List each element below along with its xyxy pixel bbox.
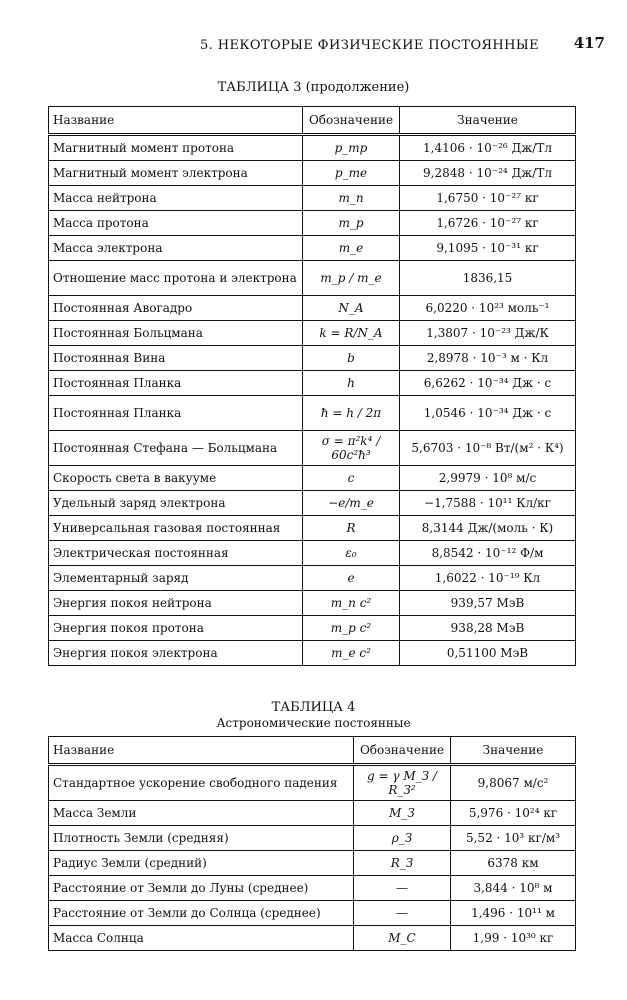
row-value: 6,6262 · 10⁻³⁴ Дж · с (400, 371, 576, 396)
table-row (49, 346, 576, 371)
col-symbol-header: Обозначение (303, 107, 400, 135)
row-value: −1,7588 · 10¹¹ Кл/кг (400, 491, 576, 516)
table-row (49, 566, 576, 591)
table-row (49, 261, 576, 296)
table-row (49, 431, 576, 466)
row-value: 5,52 · 10³ кг/м³ (451, 826, 576, 851)
row-name: Радиус Земли (средний) (49, 851, 354, 876)
table-row (49, 801, 576, 826)
row-symbol: — (354, 876, 451, 901)
row-symbol: h (303, 371, 400, 396)
row-value: 8,3144 Дж/(моль · К) (400, 516, 576, 541)
row-value: 3,844 · 10⁸ м (451, 876, 576, 901)
table-row (49, 901, 576, 926)
row-symbol: N_A (303, 296, 400, 321)
table3 (48, 106, 576, 666)
row-name: Магнитный момент протона (49, 135, 303, 161)
row-symbol: m_p (303, 211, 400, 236)
row-symbol: M_С (354, 926, 451, 951)
row-name: Постоянная Авогадро (49, 296, 303, 321)
col-symbol-header: Обозначение (354, 737, 451, 765)
col-value-header: Значение (451, 737, 576, 765)
row-value: 1,6022 · 10⁻¹⁹ Кл (400, 566, 576, 591)
row-name: Скорость света в вакууме (49, 466, 303, 491)
row-name: Масса Солнца (49, 926, 354, 951)
row-name: Постоянная Стефана — Больцмана (49, 431, 303, 466)
row-symbol: −e/m_e (303, 491, 400, 516)
row-value: 1836,15 (400, 261, 576, 296)
row-value: 939,57 МэВ (400, 591, 576, 616)
table-row (49, 826, 576, 851)
table4-subtitle: Астрономические постоянные (216, 716, 411, 730)
row-name: Плотность Земли (средняя) (49, 826, 354, 851)
row-value: 9,8067 м/с² (451, 765, 576, 801)
table-row (49, 161, 576, 186)
row-symbol: k = R/N_A (303, 321, 400, 346)
row-name: Элементарный заряд (49, 566, 303, 591)
row-name: Постоянная Планка (49, 371, 303, 396)
row-name: Магнитный момент электрона (49, 161, 303, 186)
row-value: 1,3807 · 10⁻²³ Дж/К (400, 321, 576, 346)
row-value: 5,6703 · 10⁻⁸ Вт/(м² · К⁴) (400, 431, 576, 466)
row-name: Постоянная Больцмана (49, 321, 303, 346)
table-row (49, 876, 576, 901)
row-value: 0,51100 МэВ (400, 641, 576, 666)
row-name: Электрическая постоянная (49, 541, 303, 566)
col-name-header: Название (49, 107, 303, 135)
row-value: 938,28 МэВ (400, 616, 576, 641)
running-header: 5. НЕКОТОРЫЕ ФИЗИЧЕСКИЕ ПОСТОЯННЫЕ (200, 38, 539, 53)
row-name: Масса нейтрона (49, 186, 303, 211)
row-symbol: m_n c² (303, 591, 400, 616)
row-symbol: e (303, 566, 400, 591)
row-symbol: m_e (303, 236, 400, 261)
row-name: Отношение масс протона и электрона (49, 261, 303, 296)
row-value: 5,976 · 10²⁴ кг (451, 801, 576, 826)
row-symbol: m_e c² (303, 641, 400, 666)
row-name: Масса Земли (49, 801, 354, 826)
row-symbol: ε₀ (303, 541, 400, 566)
row-name: Энергия покоя протона (49, 616, 303, 641)
table-row (49, 186, 576, 211)
col-value-header: Значение (400, 107, 576, 135)
table-row (49, 765, 576, 801)
row-name: Постоянная Планка (49, 396, 303, 431)
row-symbol: R_З (354, 851, 451, 876)
table-row (49, 135, 576, 161)
table-row (49, 516, 576, 541)
row-symbol: M_З (354, 801, 451, 826)
table-row (49, 591, 576, 616)
row-value: 1,6726 · 10⁻²⁷ кг (400, 211, 576, 236)
table-row (49, 296, 576, 321)
table-row (49, 396, 576, 431)
row-value: 2,9979 · 10⁸ м/с (400, 466, 576, 491)
row-value: 1,496 · 10¹¹ м (451, 901, 576, 926)
row-name: Постоянная Вина (49, 346, 303, 371)
col-name-header: Название (49, 737, 354, 765)
table4-caption: ТАБЛИЦА 4 (271, 700, 356, 715)
row-value: 2,8978 · 10⁻³ м · Кл (400, 346, 576, 371)
row-value: 1,0546 · 10⁻³⁴ Дж · с (400, 396, 576, 431)
table-row (49, 926, 576, 951)
row-value: 1,6750 · 10⁻²⁷ кг (400, 186, 576, 211)
row-symbol: m_n (303, 186, 400, 211)
row-symbol: — (354, 901, 451, 926)
row-name: Универсальная газовая постоянная (49, 516, 303, 541)
row-value: 1,4106 · 10⁻²⁶ Дж/Тл (400, 135, 576, 161)
table-row (49, 321, 576, 346)
row-name: Расстояние от Земли до Солнца (среднее) (49, 901, 354, 926)
row-symbol: m_p c² (303, 616, 400, 641)
row-symbol: g = γ M_З / R_З² (354, 765, 451, 801)
row-name: Энергия покоя нейтрона (49, 591, 303, 616)
table-row (49, 616, 576, 641)
row-value: 6378 км (451, 851, 576, 876)
row-symbol: c (303, 466, 400, 491)
table-row (49, 236, 576, 261)
row-name: Масса электрона (49, 236, 303, 261)
table-row (49, 641, 576, 666)
row-value: 1,99 · 10³⁰ кг (451, 926, 576, 951)
row-symbol: p_mp (303, 135, 400, 161)
row-value: 8,8542 · 10⁻¹² Ф/м (400, 541, 576, 566)
row-value: 6,0220 · 10²³ моль⁻¹ (400, 296, 576, 321)
row-name: Расстояние от Земли до Луны (среднее) (49, 876, 354, 901)
row-name: Масса протона (49, 211, 303, 236)
row-value: 9,2848 · 10⁻²⁴ Дж/Тл (400, 161, 576, 186)
row-symbol: σ = π²k⁴ / 60c²ħ³ (303, 431, 400, 466)
table-row (49, 371, 576, 396)
row-symbol: R (303, 516, 400, 541)
row-symbol: m_p / m_e (303, 261, 400, 296)
row-symbol: ρ_З (354, 826, 451, 851)
table-row (49, 211, 576, 236)
row-symbol: b (303, 346, 400, 371)
row-name: Удельный заряд электрона (49, 491, 303, 516)
table4 (48, 736, 576, 951)
row-value: 9,1095 · 10⁻³¹ кг (400, 236, 576, 261)
table-row (49, 541, 576, 566)
table-row (49, 851, 576, 876)
row-name: Энергия покоя электрона (49, 641, 303, 666)
table-row (49, 491, 576, 516)
page-number: 417 (573, 34, 605, 52)
table3-caption: ТАБЛИЦА 3 (продолжение) (217, 80, 410, 95)
table-row (49, 466, 576, 491)
row-symbol: ħ = h / 2π (303, 396, 400, 431)
row-name: Стандартное ускорение свободного падения (49, 765, 354, 801)
row-symbol: p_me (303, 161, 400, 186)
